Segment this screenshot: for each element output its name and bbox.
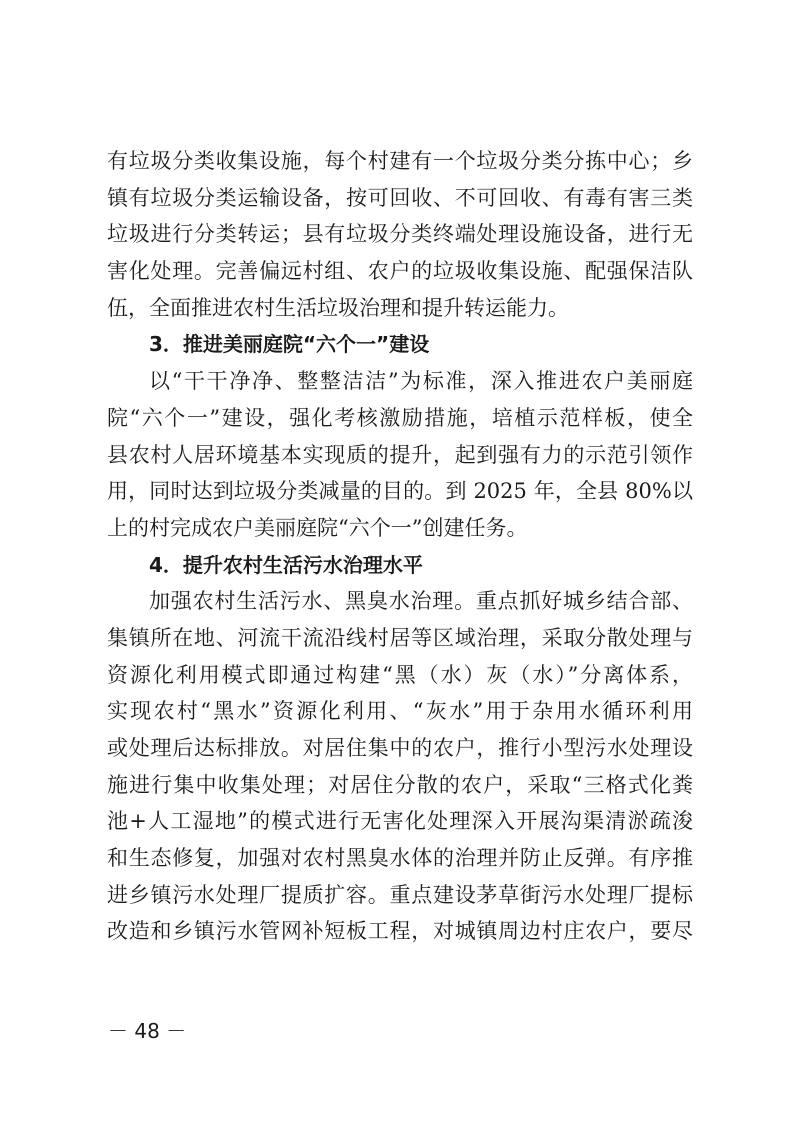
text-line: 县农村人居环境基本实现质的提升，起到强有力的示范引领作 bbox=[107, 442, 693, 467]
text-line: 用，同时达到垃圾分类减量的目的。到 2025 年，全县 80%以 bbox=[107, 479, 693, 504]
text-line: 施进行集中收集处理；对居住分散的农户，采取“三格式化粪 bbox=[107, 772, 693, 797]
text-line: 集镇所在地、河流干流沿线村居等区域治理，采取分散处理与 bbox=[107, 625, 693, 650]
text-line: 垃圾进行分类转运；县有垃圾分类终端处理设施设备，进行无 bbox=[107, 222, 693, 247]
text-line: 镇有垃圾分类运输设备，按可回收、不可回收、有毒有害三类 bbox=[107, 185, 693, 210]
text-line: 改造和乡镇污水管网补短板工程，对城镇周边村庄农户，要尽 bbox=[107, 919, 693, 944]
text-line: 进乡镇污水处理厂提质扩容。重点建设茅草街污水处理厂提标 bbox=[107, 882, 693, 907]
text-line: 或处理后达标排放。对居住集中的农户，推行小型污水处理设 bbox=[107, 736, 693, 760]
page-number: － 48 － bbox=[108, 1019, 187, 1043]
text-line: 上的村完成农户美丽庭院“六个一”创建任务。 bbox=[107, 515, 528, 540]
paragraph-sewage-treatment bbox=[107, 583, 693, 950]
paragraph-garbage-facilities bbox=[107, 143, 693, 326]
section-heading-4: 4．提升农村生活污水治理水平 bbox=[149, 552, 423, 577]
text-line: 和生态修复，加强对农村黑臭水体的治理并防止反弹。有序推 bbox=[107, 846, 693, 871]
text-line: 院“六个一”建设，强化考核激励措施，培植示范样板，使全 bbox=[107, 405, 693, 430]
text-line: 实现农村“黑水”资源化利用、“灰水”用于杂用水循环利用 bbox=[107, 699, 693, 724]
text-line: 害化处理。完善偏远村组、农户的垃圾收集设施、配强保洁队 bbox=[107, 259, 693, 284]
text-line: 有垃圾分类收集设施，每个村建有一个垃圾分类分拣中心；乡 bbox=[107, 149, 693, 173]
document-page bbox=[107, 143, 693, 950]
paragraph-beautiful-courtyard bbox=[107, 363, 693, 546]
section-heading-3: 3．推进美丽庭院“六个一”建设 bbox=[149, 332, 430, 357]
text-line: 池+人工湿地”的模式进行无害化处理深入开展沟渠清淤疏浚 bbox=[107, 809, 693, 834]
text-line: 以“干干净净、整整洁洁”为标准，深入推进农户美丽庭 bbox=[149, 369, 693, 394]
text-line: 资源化利用模式即通过构建“黑（水）灰（水）”分离体系， bbox=[107, 662, 693, 687]
text-line: 伍，全面推进农村生活垃圾治理和提升转运能力。 bbox=[107, 295, 569, 320]
text-line: 加强农村生活污水、黑臭水治理。重点抓好城乡结合部、 bbox=[149, 589, 693, 614]
